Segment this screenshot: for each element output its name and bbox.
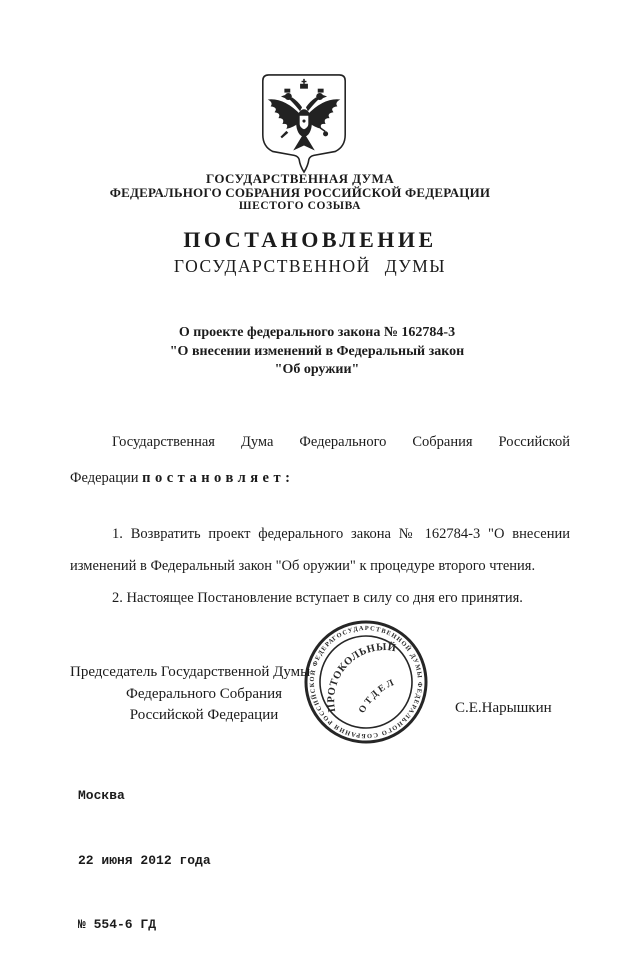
signer-title-line-1: Председатель Государственной Думы bbox=[70, 664, 311, 680]
item-1-line-1: 1. Возвратить проект федерального закона № 162784-3 "О внесении bbox=[112, 526, 570, 542]
intro-subject: Федерации bbox=[70, 470, 143, 486]
intro-verb: постановляет: bbox=[142, 470, 295, 486]
doc-type-subtitle: ГОСУДАРСТВЕННОЙ ДУМЫ bbox=[173, 256, 447, 276]
svg-text:ОТДЕЛ bbox=[353, 675, 401, 717]
signer-name: С.Е.Нарышкин bbox=[455, 700, 552, 716]
org-line-2: ФЕДЕРАЛЬНОГО СОБРАНИЯ РОССИЙСКОЙ ФЕДЕРАЦИИ bbox=[109, 184, 491, 200]
stamp-ring-text: ГОСУДАРСТВЕННОЙ ДУМЫ ФЕДЕРАЛЬНОГО СОБРАНИЯ РОССИЙСКОЙ ФЕДЕРАЦИИ • АППАРАТ bbox=[308, 624, 424, 740]
footer-city: Москва bbox=[78, 788, 125, 803]
org-line-3: ШЕСТОГО СОЗЫВА bbox=[238, 200, 362, 212]
stamp-seal-icon bbox=[276, 592, 456, 772]
resolution-items bbox=[70, 518, 570, 614]
footer-number: № 554-6 ГД bbox=[78, 917, 157, 932]
intro-line-1: Государственная Дума Федерального Собрания Российской bbox=[112, 434, 570, 450]
stamp-center-line-2: ОТДЕЛ bbox=[357, 677, 398, 716]
footer-block bbox=[78, 742, 211, 979]
subject-block bbox=[57, 324, 577, 380]
signer-title-line-3: Российской Федерации bbox=[129, 707, 279, 723]
protocol-department-stamp bbox=[276, 592, 456, 772]
org-line-1: ГОСУДАРСТВЕННАЯ ДУМА bbox=[205, 171, 395, 186]
intro-paragraph bbox=[70, 424, 570, 496]
item-2: 2. Настоящее Постановление вступает в силу со дня его принятия. bbox=[112, 590, 523, 606]
svg-text:ГОСУДАРСТВЕННОЙ ДУМЫ ФЕДЕРАЛЬН bbox=[286, 601, 447, 762]
item-1-line-2: изменений в Федеральный закон "Об оружии" к процедуре второго чтения. bbox=[70, 558, 536, 574]
double-headed-eagle-icon bbox=[258, 72, 350, 174]
coat-of-arms-emblem bbox=[258, 72, 350, 174]
stamp-center-line-1: ПРОТОКОЛЬНЫЙ bbox=[326, 641, 398, 713]
subject-line-1: О проекте федерального закона № 162784-3 bbox=[178, 325, 456, 340]
signer-title-line-2: Федерального Собрания bbox=[125, 685, 283, 702]
subject-line-3: "Об оружии" bbox=[274, 362, 360, 377]
footer-date: 22 июня 2012 года bbox=[78, 852, 211, 868]
intro-line-2 bbox=[70, 460, 570, 496]
subject-line-2: "О внесении изменений в Федеральный закон bbox=[169, 343, 465, 359]
org-header bbox=[30, 172, 570, 213]
doc-type-title: ПОСТАНОВЛЕНИЕ bbox=[183, 227, 437, 252]
